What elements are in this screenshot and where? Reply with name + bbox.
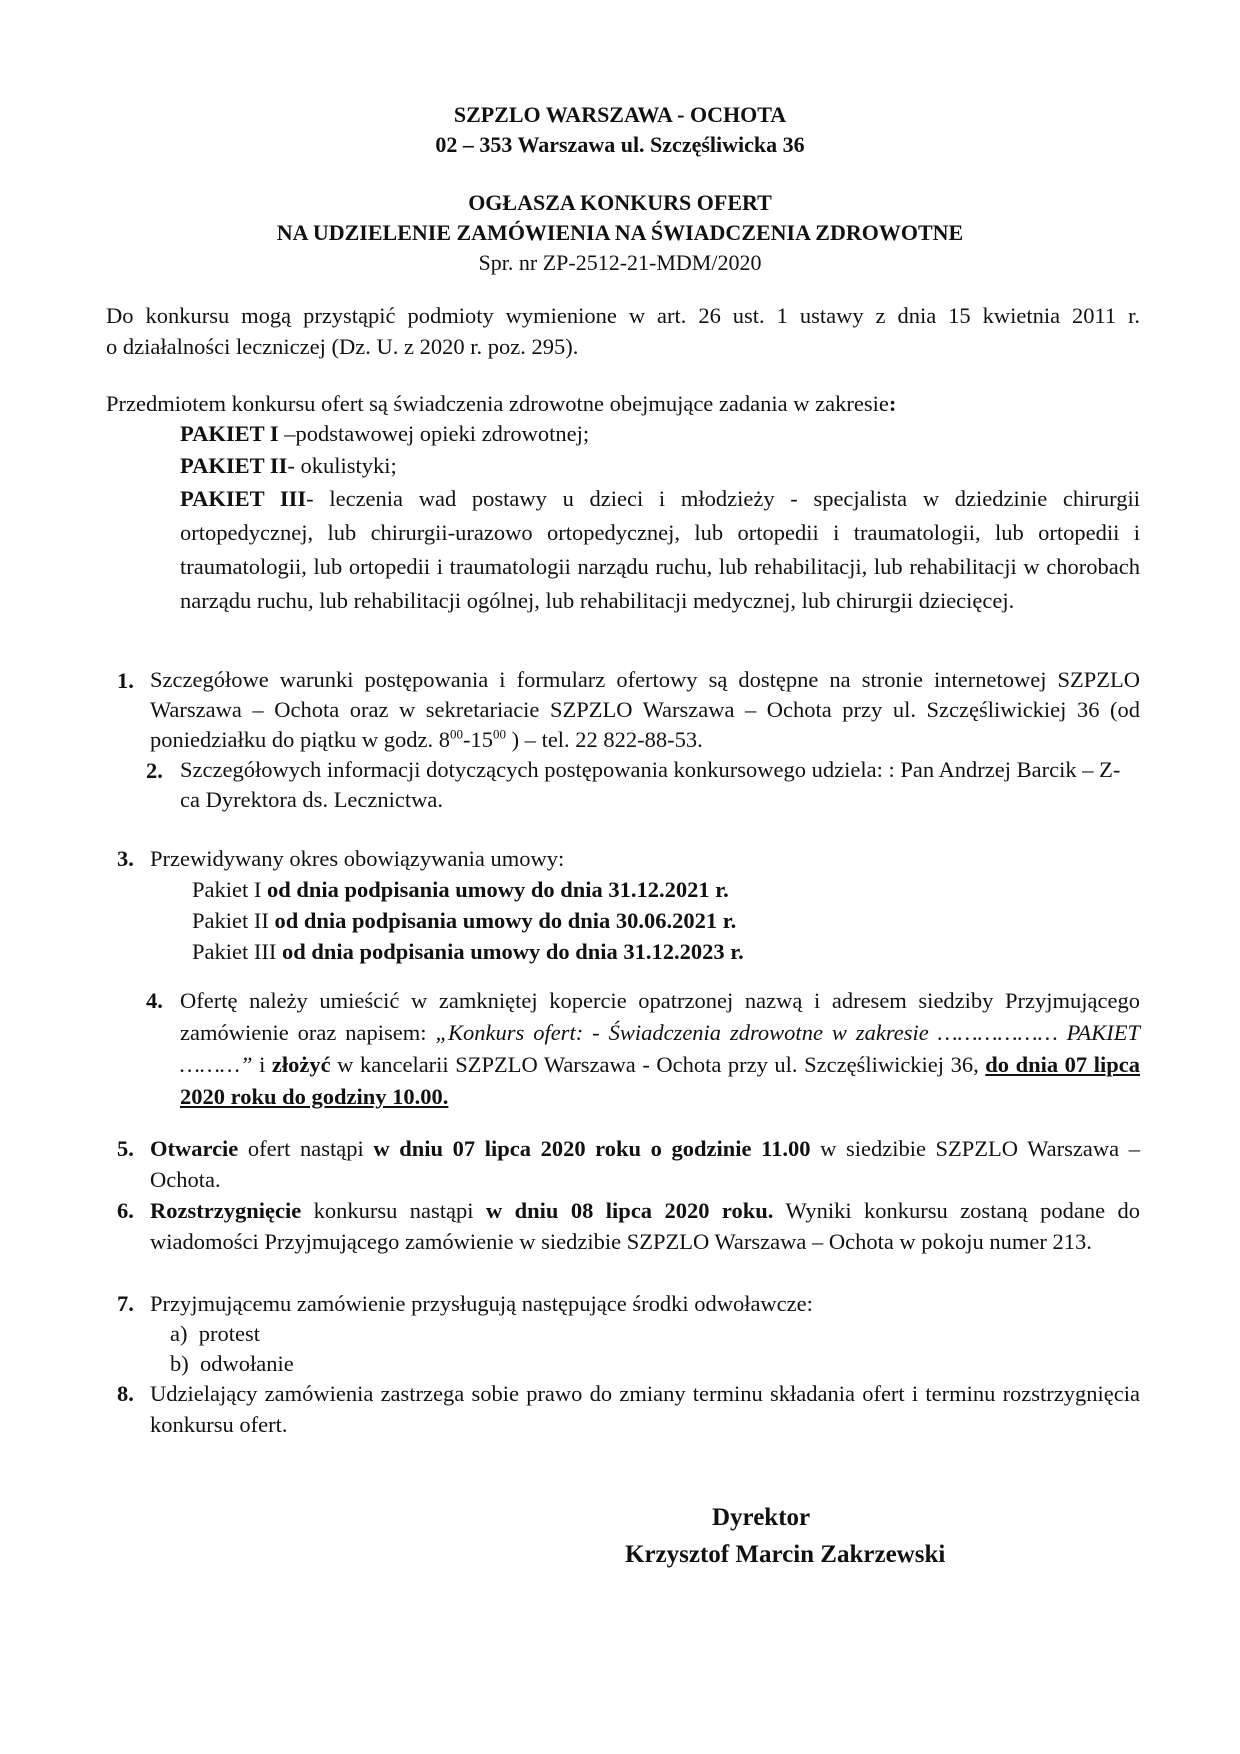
intro-line-2: o działalności leczniczej (Dz. U. z 2020 r. poz. 295). <box>106 334 579 359</box>
item-4-text <box>180 985 1140 1113</box>
intro-paragraph <box>106 300 1140 362</box>
hours-separator: -15 <box>462 727 493 752</box>
signature-title: Dyrektor <box>712 1504 811 1531</box>
period-text: od dnia podpisania umowy do dnia 30.06.2021 r. <box>274 908 737 933</box>
remedy-option <box>170 1348 570 1379</box>
organization-address: 02 – 353 Warszawa ul. Szczęśliwicka 36 <box>435 132 805 157</box>
package-item <box>180 450 1140 481</box>
item-8-text: Udzielający zamówienia zastrzega sobie prawo do zmiany terminu składania ofert i terminu rozstrzygnięcia konkursu ofert. <box>150 1381 1140 1437</box>
item-7-text: Przyjmującemu zamówienie przysługują następujące środki odwoławcze: <box>150 1291 813 1316</box>
item-number: 8. <box>117 1381 134 1406</box>
item-number: 6. <box>117 1198 134 1223</box>
package-item <box>180 418 1140 449</box>
item-5-location: w siedzibie SZPZLO Warszawa – Ochota. <box>150 1136 1140 1192</box>
option-marker: b) <box>170 1351 189 1376</box>
opening-date: w dniu 07 lipca 2020 roku o godzinie 11.00 <box>373 1136 811 1161</box>
package-text: - leczenia wad postawy u dzieci i młodzieży - specjalista w dziedzinie chirurgii ortopedycznej, lub chirurgii-urazowo ortopedycznej, lub ortopedii i traumatologii, lub ortopedii i traumatologii, lub ortopedii i traumatologii narządu ruchu, lub rehabilitacji, lub rehabilitacji w chorobach narządu ruchu, lub rehabilitacji ogólnej, lub rehabilitacji medycznej, lub chirurgii dziecięcej. <box>180 486 1140 613</box>
item-number: 1. <box>117 668 134 693</box>
option-text: protest <box>198 1321 260 1346</box>
package-label: PAKIET III <box>180 486 307 511</box>
period-text: od dnia podpisania umowy do dnia 31.12.2021 r. <box>266 877 729 902</box>
item-4-connector: i <box>252 1052 272 1077</box>
package-item <box>180 482 1140 618</box>
item-5-body: ofert nastąpi <box>238 1136 374 1161</box>
item-4-location: w kancelarii SZPZLO Warszawa - Ochota przy ul. Szczęśliwickiej 36, <box>330 1052 986 1077</box>
item-6-body: konkursu nastąpi <box>301 1198 486 1223</box>
period-item <box>192 874 1092 905</box>
remedy-option <box>170 1318 570 1349</box>
hours-from-minutes: 00 <box>449 726 463 742</box>
option-text: odwołanie <box>200 1351 294 1376</box>
subject-intro-colon: : <box>888 391 897 416</box>
envelope-inscription: „Konkurs ofert: - Świadczenia zdrowotne w zakresie ……………… PAKIET ………” <box>180 1020 1140 1077</box>
item-number: 4. <box>146 988 163 1013</box>
item-5-text <box>150 1133 1140 1195</box>
resolution-date: w dniu 08 lipca 2020 roku. <box>485 1198 774 1223</box>
subject-intro-text: Przedmiotem konkursu ofert są świadczenia zdrowotne obejmujące zadania w zakresie <box>106 391 889 416</box>
period-item <box>192 905 1092 936</box>
period-label: Pakiet III <box>192 939 282 964</box>
intro-line-1: Do konkursu mogą przystąpić podmioty wymienione w art. 26 ust. 1 ustawy z dnia 15 kwietnia 2011 r. <box>106 303 1140 328</box>
package-text: –podstawowej opieki zdrowotnej; <box>278 421 590 446</box>
period-text: od dnia podpisania umowy do dnia 31.12.2023 r. <box>281 939 744 964</box>
item-6-lead: Rozstrzygnięcie <box>150 1198 302 1223</box>
item-6-text <box>150 1195 1140 1257</box>
submit-word: złożyć <box>271 1052 331 1077</box>
period-item <box>192 936 1092 967</box>
item-1-body: Szczegółowe warunki postępowania i formularz ofertowy są dostępne na stronie internetowej SZPZLO Warszawa – Ochota oraz w sekretariacie SZPZLO Warszawa – Ochota przy ul. Szczęśliwickiej 36 (od poniedziałku do piątku w godz. 8 <box>150 667 1140 752</box>
option-marker: a) <box>170 1321 188 1346</box>
announcement-subject: NA UDZIELENIE ZAMÓWIENIA NA ŚWIADCZENIA ZDROWOTNE <box>276 220 964 245</box>
package-text: - okulistyki; <box>287 453 397 478</box>
item-1-text <box>150 665 1140 755</box>
organization-name: SZPZLO WARSZAWA - OCHOTA <box>453 102 787 127</box>
item-2-text: Szczegółowych informacji dotyczących postępowania konkursowego udziela: : Pan Andrzej Barcik – Z-ca Dyrektora ds. Lecznictwa. <box>180 757 1121 812</box>
signature-name: Krzysztof Marcin Zakrzewski <box>625 1541 946 1568</box>
package-label: PAKIET II <box>180 453 288 478</box>
item-number: 2. <box>146 758 163 783</box>
package-label: PAKIET I <box>180 421 279 446</box>
item-number: 3. <box>117 846 134 871</box>
submission-deadline: do dnia 07 lipca 2020 roku do godziny 10.00. <box>180 1052 1140 1109</box>
period-label: Pakiet I <box>192 877 267 902</box>
hours-to-minutes: 00 <box>492 726 506 742</box>
document-header <box>0 100 1240 278</box>
item-number: 5. <box>117 1136 134 1161</box>
case-number: Spr. nr ZP-2512-21-MDM/2020 <box>478 250 762 275</box>
item-3-text: Przewidywany okres obowiązywania umowy: <box>150 846 565 871</box>
item-5-lead: Otwarcie <box>150 1136 239 1161</box>
announcement-title: OGŁASZA KONKURS OFERT <box>468 190 772 215</box>
subject-intro <box>106 388 1140 419</box>
item-4-body: Ofertę należy umieścić w zamkniętej kopercie opatrzonej nazwą i adresem siedziby Przyjmującego zamówienie oraz napisem: <box>180 988 1140 1045</box>
item-number: 7. <box>117 1291 134 1316</box>
phone-number: ) – tel. 22 822-88-53. <box>505 727 703 752</box>
period-label: Pakiet II <box>192 908 275 933</box>
item-6-results: Wyniki konkursu zostaną podane do wiadomości Przyjmującego zamówienie w siedzibie SZPZLO Warszawa – Ochota w pokoju numer 213. <box>150 1198 1141 1254</box>
